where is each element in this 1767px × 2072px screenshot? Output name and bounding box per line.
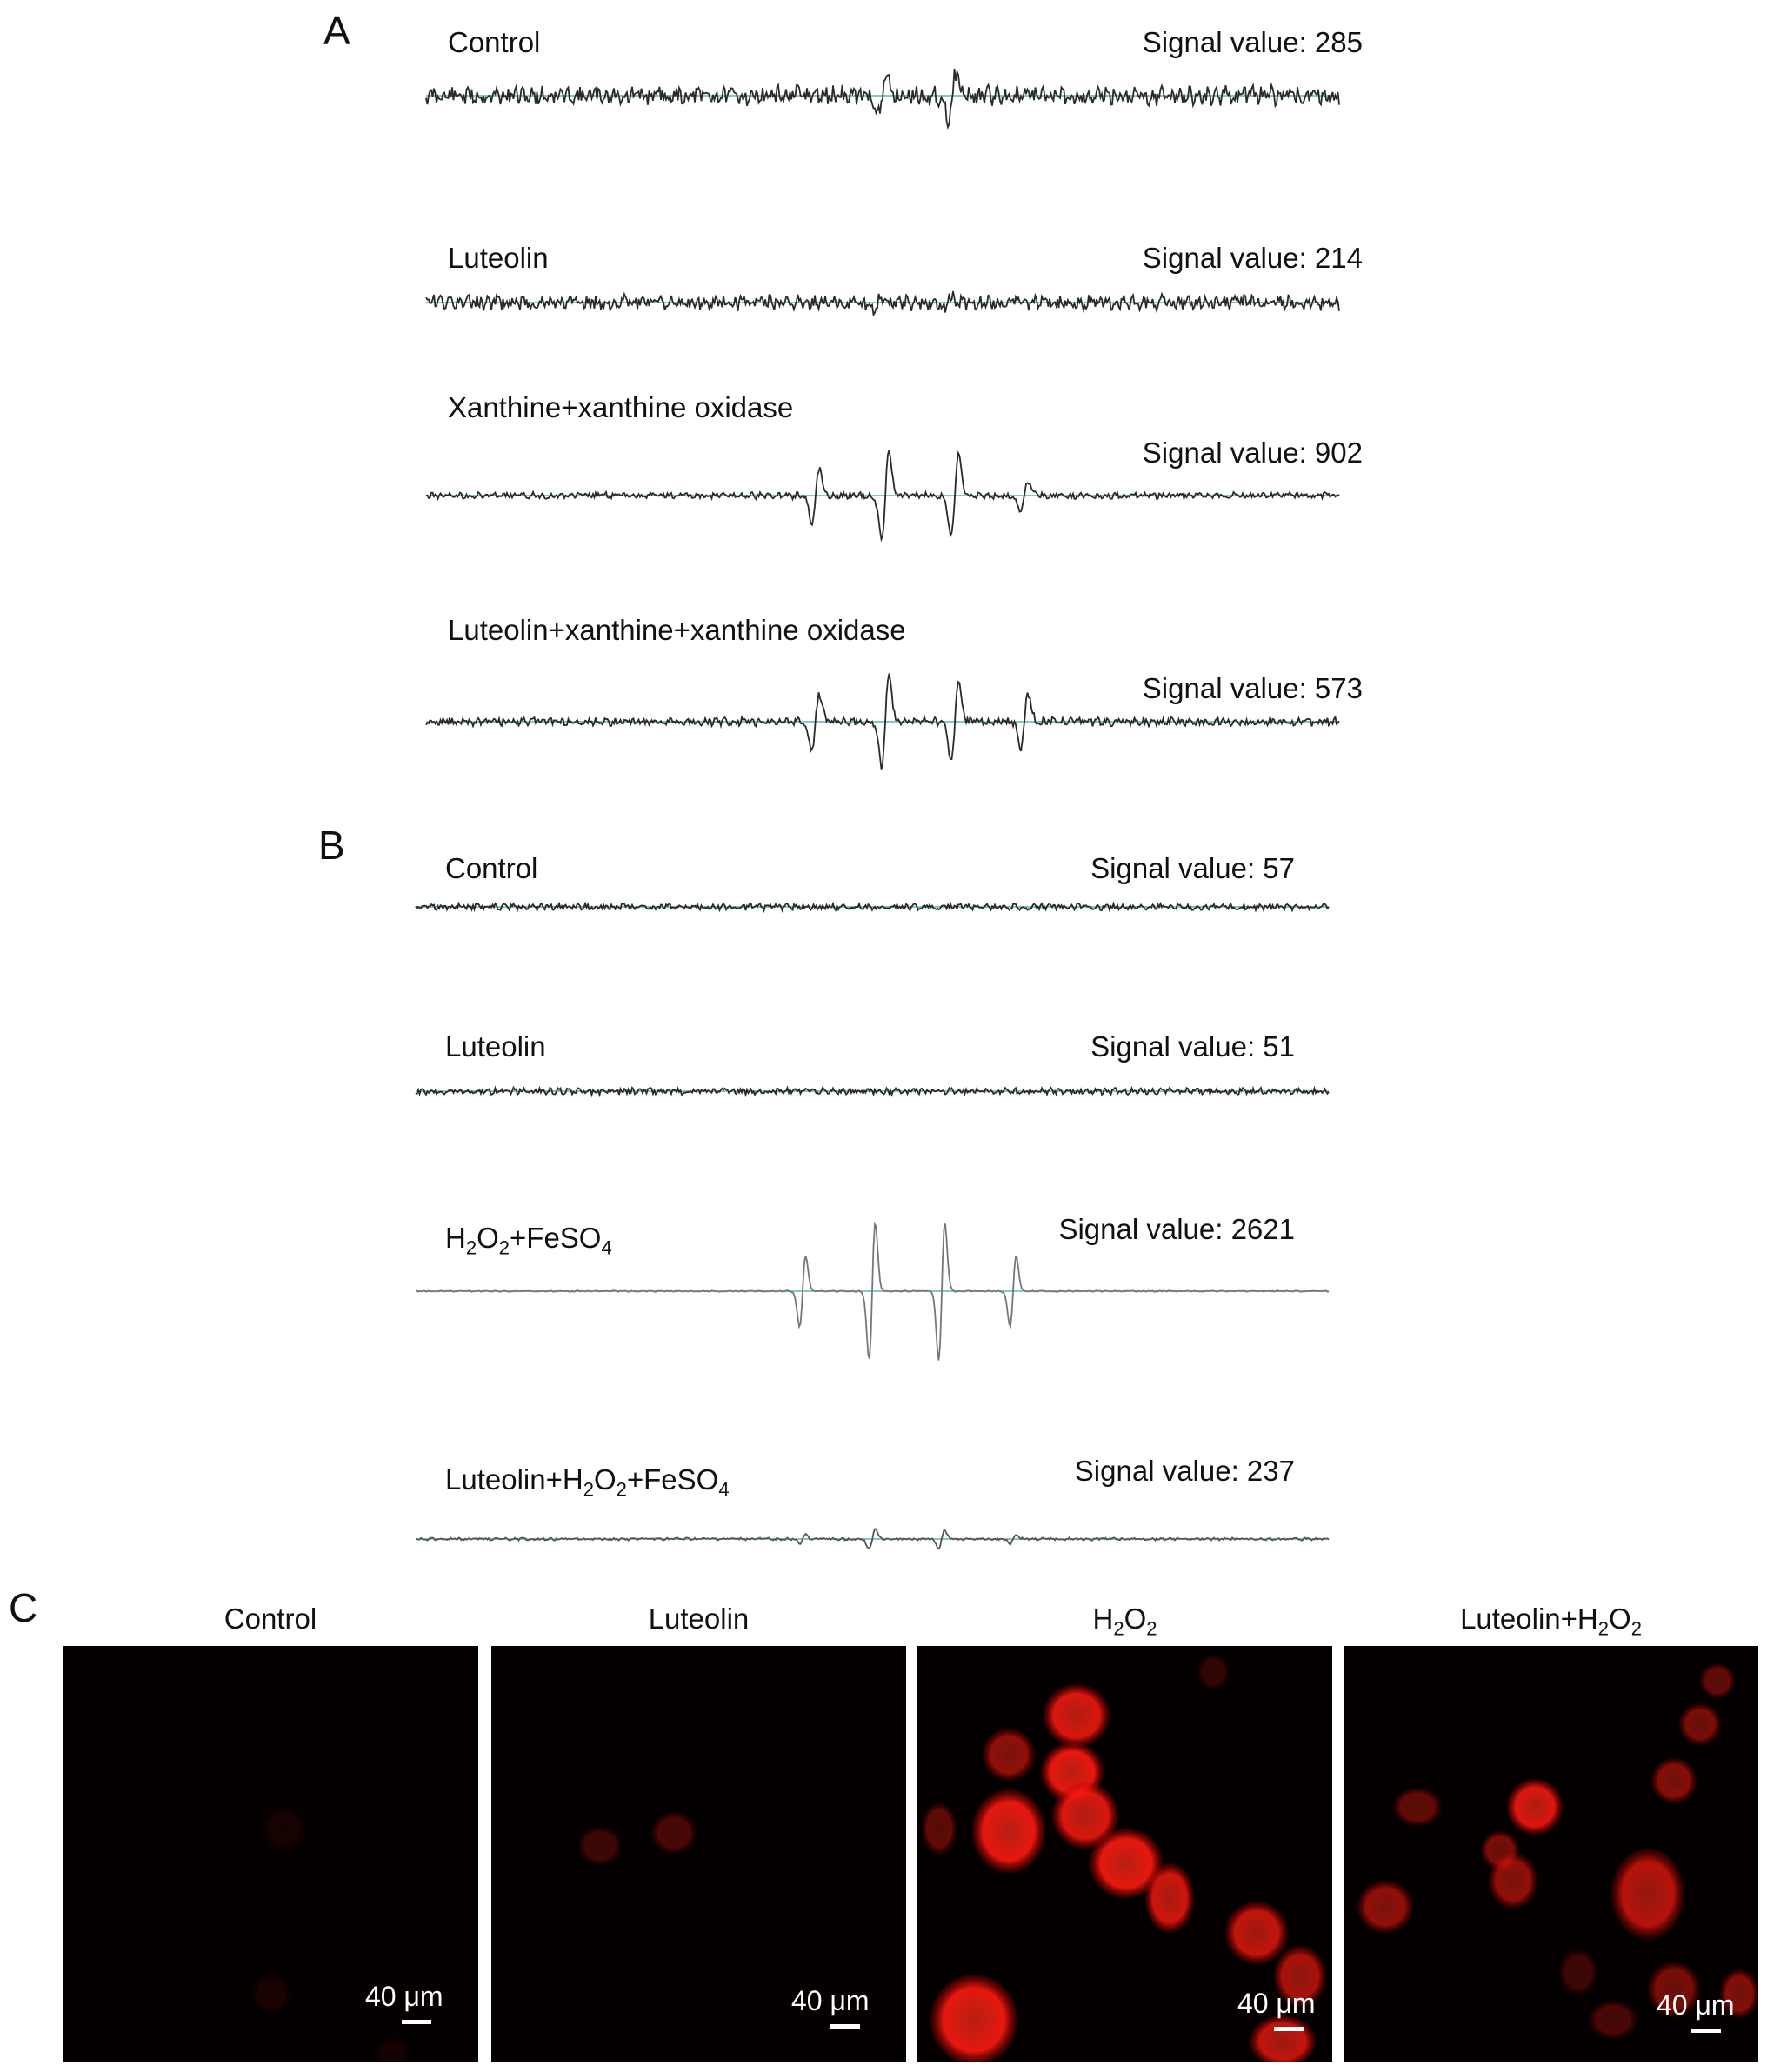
image-title-h2o2-sub2: 2 bbox=[1146, 1617, 1157, 1640]
trace-b3-label-feso: +FeSO bbox=[510, 1222, 602, 1254]
cell bbox=[1559, 1949, 1597, 1995]
scale-bar-h2o2 bbox=[1274, 2027, 1304, 2031]
trace-b4-signal: Signal value: 237 bbox=[1074, 1455, 1295, 1487]
trace-a3-label: Xanthine+xanthine oxidase bbox=[448, 391, 794, 423]
trace-b3-signal: Signal value: 2621 bbox=[1058, 1213, 1295, 1245]
micrograph-luteolin-h2o2 bbox=[1344, 1646, 1758, 2062]
trace-line bbox=[426, 69, 1339, 127]
trace-line bbox=[416, 1529, 1329, 1549]
image-title-h2o2 bbox=[917, 1602, 1332, 1641]
cell bbox=[376, 2037, 410, 2062]
trace-b4-label-lut: Luteolin+H bbox=[445, 1463, 583, 1496]
epr-spectrum-b2 bbox=[416, 1065, 1329, 1117]
scale-bar-luteolin bbox=[830, 2024, 860, 2029]
cell bbox=[651, 1812, 697, 1854]
epr-spectrum-a3 bbox=[426, 435, 1339, 565]
cell bbox=[1250, 2015, 1316, 2062]
cell bbox=[922, 1802, 957, 1855]
image-title-lh-sub2: 2 bbox=[1630, 1617, 1642, 1640]
scale-bar-label-luteolin: 40 μm bbox=[791, 1985, 870, 2016]
image-title-lh-o: O bbox=[1609, 1602, 1631, 1635]
cell bbox=[1589, 2001, 1637, 2039]
epr-spectrum-a1 bbox=[426, 52, 1339, 139]
trace-a1-signal: Signal value: 285 bbox=[1142, 26, 1363, 58]
image-title-h2o2-h: H bbox=[1092, 1602, 1114, 1635]
trace-a1-label: Control bbox=[448, 26, 541, 58]
trace-a2-signal: Signal value: 214 bbox=[1142, 242, 1363, 274]
micrograph-luteolin bbox=[491, 1646, 906, 2062]
cell bbox=[578, 1827, 622, 1865]
trace-b3-label-sub1: 2 bbox=[465, 1236, 477, 1259]
trace-a4-signal: Signal value: 573 bbox=[1142, 672, 1363, 704]
epr-spectrum-a2 bbox=[426, 261, 1339, 339]
scale-bar-control bbox=[402, 2020, 431, 2024]
cell bbox=[930, 1975, 1017, 2062]
trace-b3-label-h: H bbox=[445, 1222, 466, 1254]
image-title-luteolin: Luteolin bbox=[648, 1602, 750, 1635]
cell bbox=[263, 1807, 306, 1850]
epr-spectrum-b1 bbox=[416, 883, 1329, 935]
trace-line bbox=[416, 1223, 1329, 1360]
cell bbox=[1197, 1655, 1229, 1689]
scale-bar-label-luteolin-h2o2: 40 μm bbox=[1657, 1989, 1735, 2021]
scale-bar-label-h2o2: 40 μm bbox=[1237, 1988, 1316, 2019]
trace-b4-label-sub2: 2 bbox=[616, 1478, 627, 1501]
trace-b3-label-sub2: 2 bbox=[498, 1236, 510, 1259]
cell bbox=[1700, 1663, 1735, 1698]
trace-a4-label: Luteolin+xanthine+xanthine oxidase bbox=[448, 614, 906, 646]
image-title-control: Control bbox=[223, 1602, 317, 1635]
cell bbox=[1489, 1853, 1537, 1909]
micrograph-control bbox=[63, 1646, 478, 2062]
image-title-lh-lut: Luteolin+H bbox=[1460, 1602, 1598, 1635]
cell bbox=[1611, 1849, 1684, 1939]
scale-bar-label-control: 40 μm bbox=[365, 1981, 443, 2012]
image-title-h2o2-o: O bbox=[1124, 1602, 1147, 1635]
cell bbox=[983, 1729, 1035, 1781]
trace-b4-label bbox=[445, 1463, 730, 1502]
trace-a3-signal: Signal value: 902 bbox=[1142, 436, 1363, 469]
epr-spectrum-b3 bbox=[416, 1204, 1329, 1378]
panel-letter-a: A bbox=[323, 8, 350, 53]
trace-b1-signal: Signal value: 57 bbox=[1090, 852, 1295, 884]
cell bbox=[252, 1975, 290, 2013]
cell bbox=[1145, 1863, 1194, 1933]
trace-b4-label-o: O bbox=[593, 1463, 617, 1496]
cell bbox=[1651, 1758, 1697, 1803]
trace-b3-label-o: O bbox=[477, 1222, 499, 1254]
image-title-lh-sub1: 2 bbox=[1597, 1617, 1610, 1640]
trace-b4-label-sub3: 4 bbox=[718, 1478, 730, 1501]
cell bbox=[1679, 1703, 1721, 1745]
trace-b2-label: Luteolin bbox=[445, 1030, 546, 1063]
trace-b4-label-feso: +FeSO bbox=[626, 1463, 719, 1496]
cell bbox=[1225, 1902, 1288, 1964]
cell bbox=[1357, 1881, 1413, 1933]
cell bbox=[1393, 1788, 1442, 1826]
trace-b4-label-sub1: 2 bbox=[583, 1478, 594, 1501]
trace-line bbox=[426, 450, 1339, 540]
image-title-luteolin-h2o2 bbox=[1344, 1602, 1758, 1641]
trace-a2-label: Luteolin bbox=[448, 242, 549, 274]
epr-spectrum-b4 bbox=[416, 1513, 1329, 1565]
panel-letter-c: C bbox=[9, 1585, 38, 1630]
trace-line bbox=[416, 1088, 1329, 1095]
micrograph-h2o2 bbox=[917, 1646, 1332, 2062]
cell bbox=[1507, 1779, 1563, 1835]
panel-letter-b: B bbox=[318, 823, 345, 868]
image-title-h2o2-sub1: 2 bbox=[1113, 1617, 1124, 1640]
cell bbox=[972, 1789, 1045, 1873]
trace-b1-label: Control bbox=[445, 852, 538, 884]
cell bbox=[1044, 1684, 1110, 1747]
trace-b2-signal: Signal value: 51 bbox=[1090, 1030, 1295, 1063]
epr-spectrum-a4 bbox=[426, 656, 1339, 787]
trace-b3-label-sub3: 4 bbox=[601, 1236, 612, 1259]
scale-bar-luteolin-h2o2 bbox=[1691, 2029, 1721, 2033]
